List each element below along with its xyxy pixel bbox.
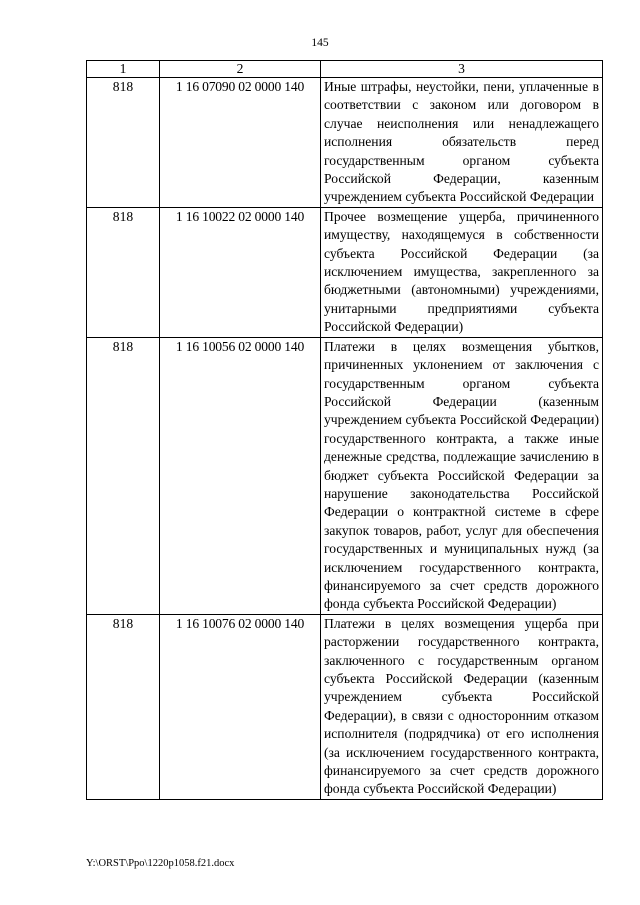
table-row — [87, 614, 603, 799]
kbk-code-cell: 1 16 07090 02 0000 140 — [160, 78, 321, 208]
column-header-2: 2 — [160, 61, 321, 78]
column-header-1: 1 — [87, 61, 160, 78]
admin-code-cell: 818 — [87, 207, 160, 337]
table-row — [87, 78, 603, 208]
table-row — [87, 337, 603, 614]
page-number: 145 — [311, 37, 329, 49]
description-cell: Иные штрафы, неустойки, пени, уплаченные в соответствии с законом или договором в случае неисполнения или ненадлежащего исполнения обязательств перед государственным органом субъекта Российской Федерации, казенным учреждением субъекта Российской Федерации — [321, 78, 603, 208]
kbk-code-cell: 1 16 10056 02 0000 140 — [160, 337, 321, 614]
kbk-code-cell: 1 16 10022 02 0000 140 — [160, 207, 321, 337]
admin-code-cell: 818 — [87, 614, 160, 799]
kbk-code-cell: 1 16 10076 02 0000 140 — [160, 614, 321, 799]
table-header-row — [87, 61, 603, 78]
revenue-codes-table — [86, 60, 603, 800]
column-header-3: 3 — [321, 61, 603, 78]
description-cell: Платежи в целях возмещения ущерба при расторжении государственного контракта, заключенного с государственным органом субъекта Российской Федерации (казенным учреждением субъекта Российской Федерации), в связи с односторонним отказом исполнителя (подрядчика) от его исполнения (за исключением государственного контракта, финансируемого за счет средств дорожного фонда субъекта Российской Федерации) — [321, 614, 603, 799]
description-cell: Платежи в целях возмещения убытков, причиненных уклонением от заключения с государственным органом субъекта Российской Федерации (казенным учреждением субъекта Российской Федерации) государственного контракта, а также иные денежные средства, подлежащие зачислению в бюджет субъекта Российской Федерации за нарушение законодательства Российской Федерации о контрактной системе в сфере закупок товаров, работ, услуг для обеспечения государственных и муниципальных нужд (за исключением государственного контракта, финансируемого за счет средств дорожного фонда субъекта Российской Федерации) — [321, 337, 603, 614]
footer-file-path: Y:\ORST\Ppo\1220p1058.f21.docx — [86, 858, 235, 869]
description-cell: Прочее возмещение ущерба, причиненного имуществу, находящемуся в собственности субъекта Российской Федерации (за исключением имущества, закрепленного за бюджетными (автономными) учреждениями, унитарными предприятиями субъекта Российской Федерации) — [321, 207, 603, 337]
admin-code-cell: 818 — [87, 78, 160, 208]
table-row — [87, 207, 603, 337]
admin-code-cell: 818 — [87, 337, 160, 614]
